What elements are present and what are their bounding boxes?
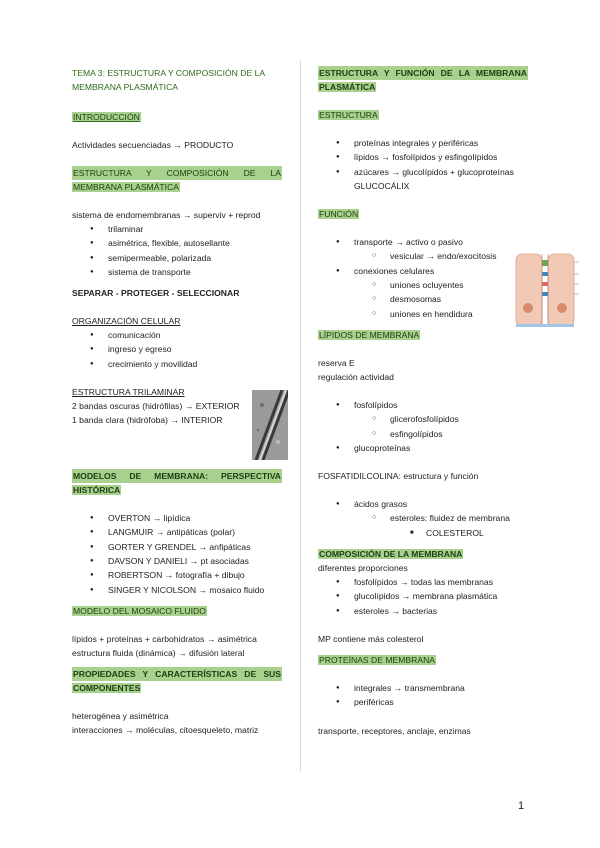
- mp-text: MP contiene más colesterol: [318, 633, 424, 644]
- estructura-list: [318, 136, 528, 193]
- cell-junction-diagram-image: [512, 248, 580, 330]
- left-column: [72, 66, 282, 737]
- page-title: TEMA 3: ESTRUCTURA Y COMPOSICIÓN DE LA MEMBRANA PLASMÁTICA: [72, 68, 266, 92]
- list-item: ○ uniones ocluyentes: [318, 278, 528, 292]
- list-item: ● crecimiento y movilidad: [72, 357, 282, 371]
- trilaminar-micrograph-image: [252, 390, 288, 460]
- list-item: ● fosfolípidos → todas las membranas: [318, 575, 528, 589]
- list-item: ● trilaminar: [72, 222, 282, 236]
- list-item: ○ uniones en hendidura: [318, 307, 528, 321]
- list-item: ● GORTER Y GRENDEL → anfipáticas: [72, 540, 282, 554]
- proteinas-heading: PROTEÍNAS DE MEMBRANA: [319, 654, 436, 665]
- list-item: ○ esfingolípidos: [318, 427, 528, 441]
- list-item: ● fosfolípidos: [318, 398, 528, 412]
- list-item: ● DAVSON Y DANIELI → pt asociadas: [72, 554, 282, 568]
- list-item: ● ROBERTSON → fotografía + dibujo: [72, 568, 282, 582]
- list-item: ● ingreso y egreso: [72, 342, 282, 356]
- list-item: ● lípidos → fosfolípidos y esfingolípidos: [318, 150, 528, 164]
- list-item: ● integrales → transmembrana: [318, 681, 528, 695]
- propiedades-line: heterogénea y asimétrica: [72, 710, 169, 721]
- estructura-heading: ESTRUCTURA Y COMPOSICIÓN DE LA MEMBRANA PLASMÁTICA: [73, 168, 281, 192]
- sistema-text: sistema de endomembranas → superviv + reprod: [72, 210, 261, 220]
- org-heading: ORGANIZACIÓN CELULAR: [72, 316, 181, 327]
- list-item: ■ COLESTEROL: [318, 526, 528, 540]
- intro-text: Actividades secuenciadas → PRODUCTO: [72, 140, 234, 150]
- list-item: ○ esteroles: fluidez de membrana: [318, 511, 528, 525]
- composicion-text: diferentes proporciones: [318, 563, 408, 574]
- list-item: ● sistema de transporte: [72, 265, 282, 279]
- lipidos-heading: LÍPIDOS DE MEMBRANA: [319, 329, 420, 340]
- funcion-list: [318, 235, 528, 321]
- separar-text: SEPARAR - PROTEGER - SELECCIONAR: [72, 288, 240, 299]
- acidos-list: [318, 497, 528, 540]
- list-item: ● semipermeable, polarizada: [72, 251, 282, 265]
- modelos-heading: MODELOS DE MEMBRANA: PERSPECTIVA HISTÓRICA: [73, 471, 281, 496]
- list-item: ● ácidos grasos: [318, 497, 528, 511]
- mosaico-line: lípidos + proteínas + carbohidratos → asimétrica: [72, 633, 257, 644]
- proteinas-list: [318, 681, 528, 710]
- trilaminar-line: 2 bandas oscuras (hidrófilas) → EXTERIOR: [72, 401, 240, 412]
- right-column: [318, 66, 528, 738]
- trilaminar-heading: ESTRUCTURA TRILAMINAR: [72, 387, 185, 398]
- propiedades-heading: PROPIEDADES Y CARACTERÍSTICAS DE SUS COMPONENTES: [73, 668, 281, 693]
- list-item: GLUCOCÁLIX: [354, 180, 410, 191]
- right-title: ESTRUCTURA Y FUNCIÓN DE LA MEMBRANA PLASMÁTICA: [319, 68, 527, 92]
- list-item: ● LANGMUIR → antipáticas (polar): [72, 525, 282, 539]
- lipidos-line: regulación actividad: [318, 371, 394, 382]
- sistema-list: [72, 222, 282, 279]
- list-item: ● OVERTON → lipídica: [72, 511, 282, 525]
- list-item: ● transporte → activo o pasivo: [318, 235, 528, 249]
- fosfatidil-text: FOSFATIDILCOLINA: estructura y función: [318, 471, 479, 482]
- list-item: ● conexiones celulares: [318, 264, 528, 278]
- list-item: ● periféricas: [318, 695, 528, 709]
- lipidos-list: [318, 398, 528, 455]
- list-item: ○ desmosomas: [318, 292, 528, 306]
- mosaico-heading: MODELO DEL MOSAICO FLUIDO: [73, 605, 206, 616]
- mosaico-line: estructura fluida (dinámica) → difusión lateral: [72, 647, 245, 658]
- intro-heading: INTRODUCCIÓN: [73, 112, 140, 122]
- page-number: 1: [518, 800, 525, 812]
- list-item: ○ vesicular → endo/exocitosis: [318, 249, 528, 263]
- list-item: ● SINGER Y NICOLSON → mosaico fluido: [72, 583, 282, 597]
- org-list: [72, 328, 282, 371]
- list-item: ● azúcares → glucolípidos + glucoproteínas: [318, 165, 528, 179]
- trilaminar-line: 1 banda clara (hidrófoba) → INTERIOR: [72, 415, 223, 426]
- list-item: ● glucoproteínas: [318, 441, 528, 455]
- list-item: ● comunicación: [72, 328, 282, 342]
- modelos-list: [72, 511, 282, 597]
- list-item: ● asimétrica, flexible, autosellante: [72, 236, 282, 250]
- lipidos-line: reserva E: [318, 357, 355, 368]
- proteinas-text: transporte, receptores, anclaje, enzimas: [318, 725, 471, 736]
- column-divider: [300, 60, 301, 772]
- estructura-heading-right: ESTRUCTURA: [319, 110, 378, 120]
- list-item: ● proteínas integrales y periféricas: [318, 136, 528, 150]
- composicion-list: [318, 575, 528, 618]
- list-item: ● esteroles → bacterias: [318, 604, 528, 618]
- list-item: ○ glicerofosfolípidos: [318, 412, 528, 426]
- propiedades-line: interacciones → moléculas, citoesqueleto, matriz: [72, 724, 259, 735]
- funcion-heading: FUNCIÓN: [319, 209, 359, 220]
- composicion-heading: COMPOSICIÓN DE LA MEMBRANA: [319, 549, 463, 560]
- list-item: ● glucolípidos → membrana plasmática: [318, 589, 528, 603]
